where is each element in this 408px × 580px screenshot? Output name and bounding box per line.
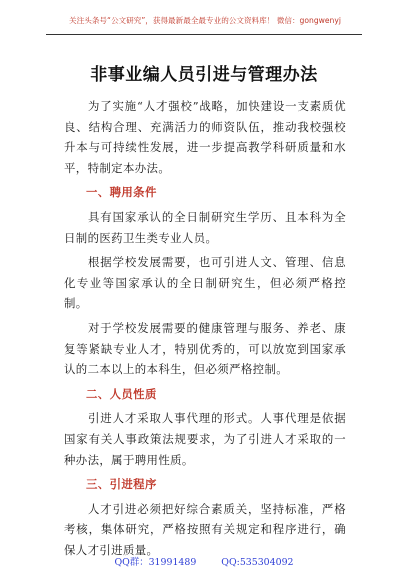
procedure-paragraph: 人才引进必须把好综合素质关，坚持标准，严格考核，集体研究，严格按照有关规定和程序进行，确保人才引进质量。 — [64, 501, 346, 557]
nature-paragraph: 引进人才采取人事代理的形式。人事代理是依据国家有关人事政策法规要求，为了引进人才采取的一种办法，属于聘用性质。 — [64, 411, 346, 467]
intro-paragraph: 为了实施“人才强校”战略，加快建设一支素质优良、结构合理、充满活力的师资队伍，推动我校强校升本与可持续性发展，进一步提高教学科研质量和水平，特制定本办法。 — [64, 99, 346, 175]
document-body — [64, 96, 346, 564]
conditions-paragraph-1: 具有国家承认的全日制研究生学历、且本科为全日制的医药卫生类专业人员。 — [64, 209, 346, 245]
conditions-paragraph-2: 根据学校发展需要，也可引进人文、管理、信息化专业等国家承认的全日制研究生，但必须严格控制。 — [64, 255, 346, 311]
conditions-paragraph-3: 对于学校发展需要的健康管理与服务、养老、康复等紧缺专业人才，特别优秀的，可以放宽到国家承认的二本以上的本科生，但必须严格控制。 — [64, 320, 346, 377]
promo-banner: 关注头条号“公文研究”，获得最新最全最专业的公文资料库！ 微信：gongwenyj — [69, 16, 341, 25]
section-heading-conditions: 一、聘用条件 — [86, 185, 157, 200]
header-divider — [46, 34, 362, 35]
qq-number-text: QQ:535304092 — [221, 557, 294, 568]
contact-footer — [0, 554, 408, 568]
section-heading-nature: 二、人员性质 — [86, 386, 157, 401]
qq-group-text: QQ群：31991489 — [114, 557, 197, 568]
document-title: 非事业编人员引进与管理办法 — [90, 65, 318, 85]
section-heading-procedure: 三、引进程序 — [86, 477, 157, 492]
